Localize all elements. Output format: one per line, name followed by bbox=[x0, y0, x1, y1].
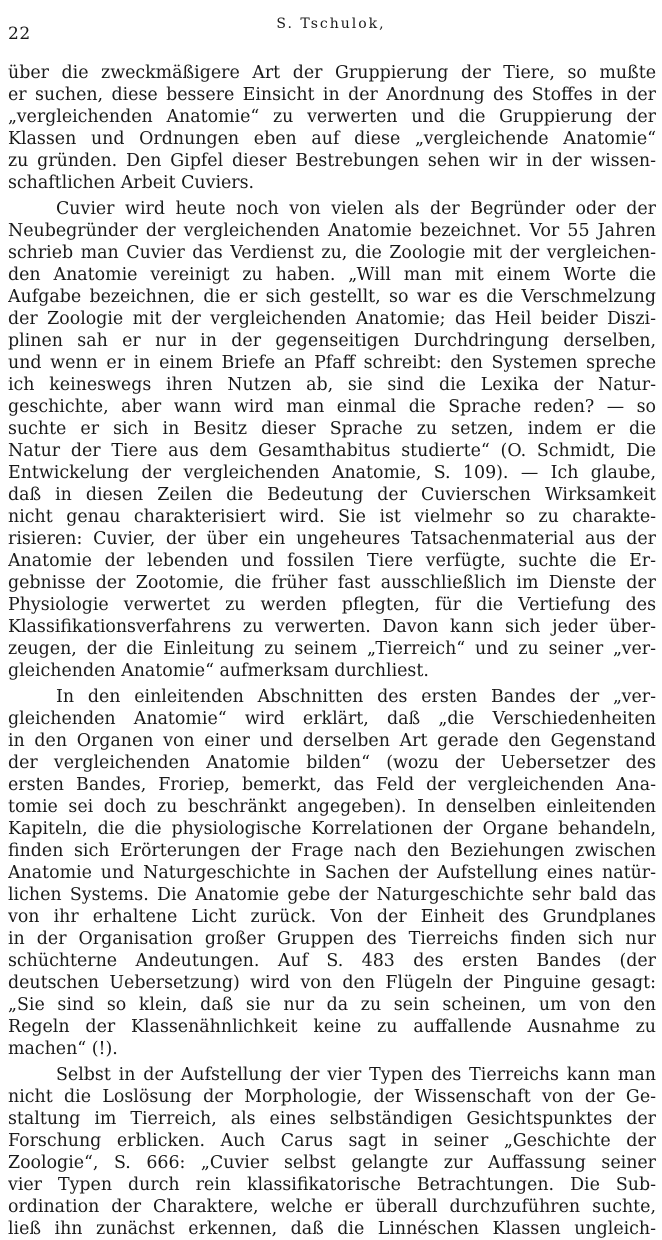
text-line: Zoologie“, S. 666: „Cuvier selbst gelangte zur Auffassung seiner bbox=[8, 1153, 656, 1173]
text-line: tomie sei doch zu beschränkt angegeben). In denselben einleitenden bbox=[8, 797, 656, 817]
text-line: Entwickelung der vergleichenden Anatomie, S. 109). — Ich glaube, bbox=[8, 463, 656, 483]
text-line: den Anatomie vereinigt zu haben. „Will man mit einem Worte die bbox=[8, 265, 656, 285]
text-line: er suchen, diese bessere Einsicht in der Anordnung des Stoffes in der bbox=[8, 85, 656, 105]
text-line: ordination der Charaktere, welche er überall durchzuführen suchte, bbox=[8, 1197, 656, 1217]
paragraph-4 bbox=[8, 1064, 656, 1240]
text-line: deutschen Uebersetzung) wird von den Flügeln der Pinguine gesagt: bbox=[8, 973, 656, 993]
text-line: Neubegründer der vergleichenden Anatomie bezeichnet. Vor 55 Jahren bbox=[8, 221, 656, 241]
text-line: der vergleichenden Anatomie bilden“ (wozu der Uebersetzer des bbox=[8, 753, 656, 773]
text-line: Anatomie der lebenden und fossilen Tiere verfügte, suchte die Er- bbox=[8, 551, 656, 571]
text-line: suchte er sich in Besitz dieser Sprache zu setzen, indem er die bbox=[8, 419, 656, 439]
text-line: in der Organisation großer Gruppen des Tierreichs finden sich nur bbox=[8, 929, 656, 949]
text-line: Kapiteln, die die physiologische Korrelationen der Organe behandeln, bbox=[8, 819, 656, 839]
text-line: plinen sah er nur in der gegenseitigen Durchdringung derselben, bbox=[8, 331, 656, 351]
paragraph-1 bbox=[8, 62, 656, 194]
text-line: finden sich Erörterungen der Frage nach den Beziehungen zwischen bbox=[8, 841, 656, 861]
text-line: Cuvier wird heute noch von vielen als der Begründer oder der bbox=[56, 199, 656, 219]
text-line: in den Organen von einer und derselben Art gerade den Gegenstand bbox=[8, 731, 656, 751]
text-line: zeugen, der die Einleitung zu seinem „Tierreich“ und zu seiner „ver- bbox=[8, 639, 656, 659]
text-line: „Sie sind so klein, daß sie nur da zu sein scheinen, um von den bbox=[8, 995, 656, 1015]
text-line: über die zweckmäßigere Art der Gruppierung der Tiere, so mußte bbox=[8, 63, 656, 83]
text-line: ersten Bandes, Froriep, bemerkt, das Feld der vergleichenden Ana- bbox=[8, 775, 656, 795]
text-line: Anatomie und Naturgeschichte in Sachen der Aufstellung eines natür- bbox=[8, 863, 656, 883]
text-line: schüchterne Andeutungen. Auf S. 483 des ersten Bandes (der bbox=[8, 951, 656, 971]
text-line: Natur der Tiere aus dem Gesamthabitus studierte“ (O. Schmidt, Die bbox=[8, 441, 656, 461]
text-line: geschichte, aber wann wird man einmal die Sprache reden? — so bbox=[8, 397, 656, 417]
text-line: von ihr erhaltene Licht zurück. Von der Einheit des Grundplanes bbox=[8, 907, 656, 927]
text-line: Forschung erblicken. Auch Carus sagt in seiner „Geschichte der bbox=[8, 1131, 656, 1151]
paragraph-2 bbox=[8, 198, 656, 682]
text-line: gebnisse der Zootomie, die früher fast ausschließlich im Dienste der bbox=[8, 573, 656, 593]
text-line: machen“ (!). bbox=[8, 1039, 118, 1059]
text-line: vier Typen durch rein klassifikatorische Betrachtungen. Die Sub- bbox=[8, 1175, 656, 1195]
page-number: 22 bbox=[8, 24, 31, 44]
text-line: Physiologie verwertet zu werden pflegten, für die Vertiefung des bbox=[8, 595, 656, 615]
text-line: schrieb man Cuvier das Verdienst zu, die Zoologie mit der vergleichen- bbox=[8, 243, 656, 263]
text-line: der Zoologie mit der vergleichenden Anatomie; das Heil beider Diszi- bbox=[8, 309, 656, 329]
text-line: nicht die Loslösung der Morphologie, der Wissenschaft von der Ge- bbox=[8, 1087, 656, 1107]
paragraph-3 bbox=[8, 686, 656, 1060]
text-line: gleichenden Anatomie“ wird erklärt, daß „die Verschiedenheiten bbox=[8, 709, 656, 729]
body-text bbox=[8, 62, 656, 1240]
text-line: In den einleitenden Abschnitten des ersten Bandes der „ver- bbox=[56, 687, 656, 707]
text-line: Regeln der Klassenähnlichkeit keine zu auffallende Ausnahme zu bbox=[8, 1017, 656, 1037]
text-line: staltung im Tierreich, als eines selbständigen Gesichtspunktes der bbox=[8, 1109, 656, 1129]
text-line: lichen Systems. Die Anatomie gebe der Naturgeschichte sehr bald das bbox=[8, 885, 656, 905]
text-line: zu gründen. Den Gipfel dieser Bestrebungen sehen wir in der wissen- bbox=[8, 151, 656, 171]
text-line: gleichenden Anatomie“ aufmerksam durchliest. bbox=[8, 661, 429, 681]
text-line: „vergleichenden Anatomie“ zu verwerten und die Gruppierung der bbox=[8, 107, 656, 127]
running-head: S. Tschulok, bbox=[276, 16, 386, 32]
text-line: schaftlichen Arbeit Cuviers. bbox=[8, 173, 255, 193]
text-line: Klassifikationsverfahrens zu verwerten. Davon kann sich jeder über- bbox=[8, 617, 656, 637]
text-line: Aufgabe bezeichnen, die er sich gestellt, so war es die Verschmelzung bbox=[8, 287, 656, 307]
text-line: ich keineswegs ihren Nutzen ab, sie sind die Lexika der Natur- bbox=[8, 375, 656, 395]
text-line: nicht genau charakterisiert wird. Sie ist vielmehr so zu charakte- bbox=[8, 507, 656, 527]
text-line: Klassen und Ordnungen eben auf diese „vergleichende Anatomie“ bbox=[8, 129, 656, 149]
text-line: ließ ihn zunächst erkennen, daß die Linnéschen Klassen ungleich- bbox=[8, 1219, 656, 1239]
text-line: daß in diesen Zeilen die Bedeutung der Cuvierschen Wirksamkeit bbox=[8, 485, 656, 505]
text-line: und wenn er in einem Briefe an Pfaff schreibt: den Systemen spreche bbox=[8, 353, 656, 373]
text-line: Selbst in der Aufstellung der vier Typen des Tierreichs kann man bbox=[56, 1065, 656, 1085]
text-line: risieren: Cuvier, der über ein ungeheures Tatsachenmaterial aus der bbox=[8, 529, 656, 549]
